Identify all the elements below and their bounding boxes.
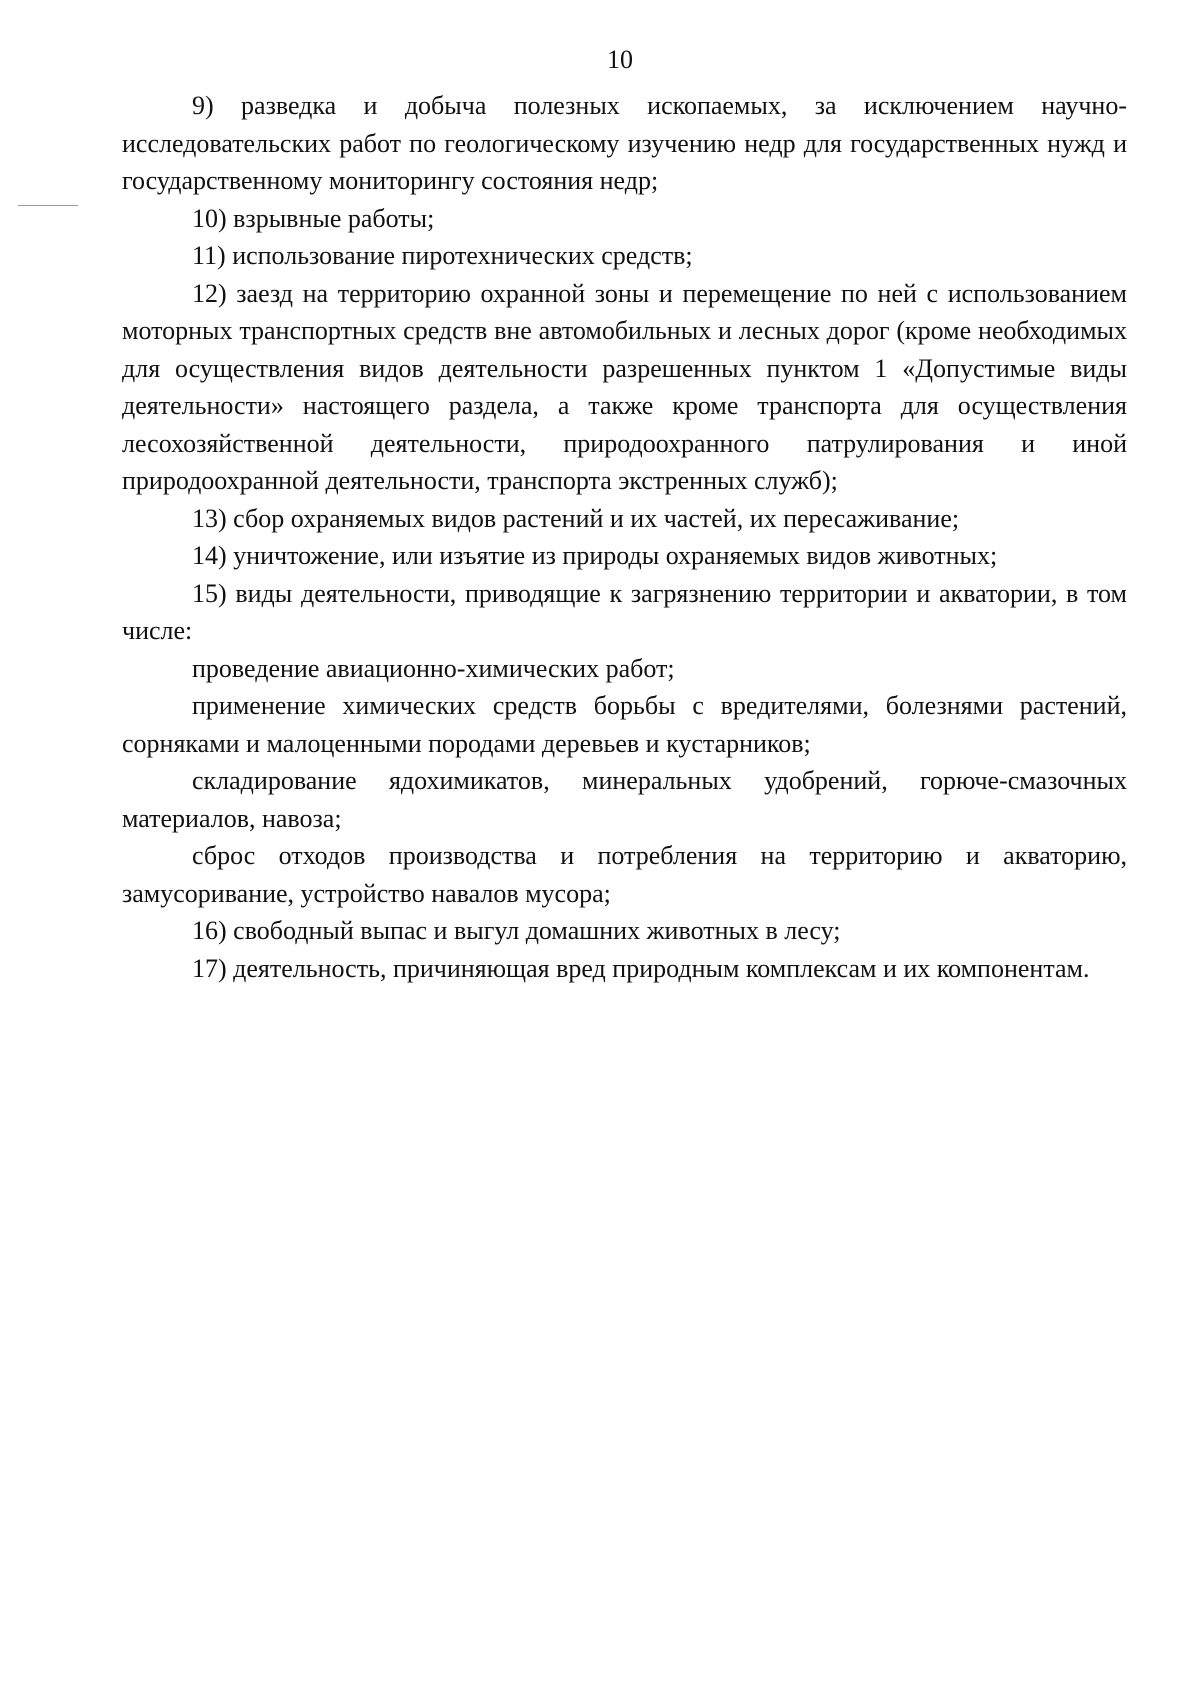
paragraph-item-12: 12) заезд на территорию охранной зоны и перемещение по ней с использованием моторных транспортных средств вне автомобильных и лесных дорог (кроме необходимых для осуществления видов деятельности разрешенных пунктом 1 «Допустимые виды деятельности» настоящего раздела, а также кроме транспорта для осуществления лесохозяйственной деятельности, природоохранного патрулирования и иной природоохранной деятельности, транспорта экстренных служб); — [122, 278, 1127, 495]
document-body — [122, 87, 1127, 987]
paragraph-subitem-aviation: проведение авиационно-химических работ; — [192, 653, 675, 683]
paragraph-item-16: 16) свободный выпас и выгул домашних животных в лесу; — [192, 916, 841, 945]
paragraph-subitem-storage: складирование ядохимикатов, минеральных удобрений, горюче-смазочных материалов, навоза; — [122, 766, 1127, 833]
paragraph-subitem-waste: сброс отходов производства и потребления на территорию и акваторию, замусоривание, устройство навалов мусора; — [122, 841, 1127, 908]
paragraph-item-10: 10) взрывные работы; — [192, 203, 435, 233]
paragraph-subitem-chemicals: применение химических средств борьбы с вредителями, болезнями растений, сорняками и малоценными породами деревьев и кустарников; — [122, 691, 1127, 758]
paragraph-item-9: 9) разведка и добыча полезных ископаемых, за исключением научно-исследовательских работ по геологическому изучению недр для государственных нужд и государственному мониторингу состояния недр; — [122, 91, 1127, 195]
scan-artifact-line — [18, 205, 78, 206]
paragraph-item-13: 13) сбор охраняемых видов растений и их частей, их пересаживание; — [192, 503, 960, 533]
paragraph-item-17: 17) деятельность, причиняющая вред природным комплексам и их компонентам. — [192, 953, 1090, 983]
page-number: 10 — [607, 45, 633, 74]
paragraph-item-14: 14) уничтожение, или изъятие из природы охраняемых видов животных; — [192, 541, 998, 570]
paragraph-item-15: 15) виды деятельности, приводящие к загрязнению территории и акватории, в том числе: — [122, 578, 1127, 645]
paragraph-item-11: 11) использование пиротехнических средств; — [192, 241, 693, 270]
